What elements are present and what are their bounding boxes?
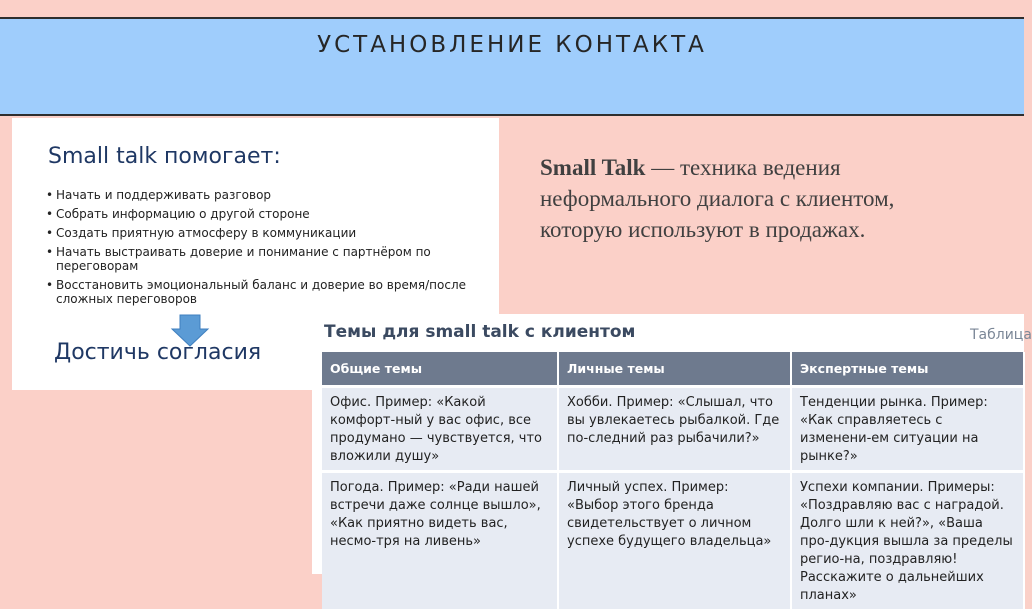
topics-table	[322, 352, 1025, 609]
topics-table-card	[312, 314, 1024, 574]
list-item: • Начать выстраивать доверие и понимание с партнёром по переговорам	[46, 245, 476, 273]
table-row	[322, 472, 1024, 609]
table-cell: Успехи компании. Примеры: «Поздравляю вас с наградой. Долго шли к ней?», «Ваша про-дукция вышла за пределы регио-на, поздравляю! Расскажите о дальнейших планах»	[791, 472, 1024, 609]
column-header: Общие темы	[322, 352, 558, 387]
table-cell: Погода. Пример: «Ради нашей встречи даже солнце вышло», «Как приятно видеть вас, несмо-тря на ливень»	[322, 472, 558, 609]
left-heading: Small talk помогает:	[48, 144, 281, 169]
slide-title: УСТАНОВЛЕНИЕ КОНТАКТА	[0, 32, 1024, 58]
table-row	[322, 387, 1024, 472]
table-cell: Офис. Пример: «Какой комфорт-ный у вас офис, все продумано — чувствуется, что вложили душу»	[322, 387, 558, 472]
list-item: • Создать приятную атмосферу в коммуникации	[46, 226, 476, 240]
table-title: Темы для small talk с клиентом	[324, 322, 635, 342]
definition-text	[540, 152, 980, 245]
table-cell: Хобби. Пример: «Слышал, что вы увлекаетесь рыбалкой. Где по-следний раз рыбачили?»	[558, 387, 791, 472]
result-text: Достичь согласия	[54, 340, 261, 365]
table-cell: Личный успех. Пример: «Выбор этого бренда свидетельствует о личном успехе будущего владельца»	[558, 472, 791, 609]
list-item: • Начать и поддерживать разговор	[46, 188, 476, 202]
table-tag: Таблица	[970, 327, 1032, 343]
list-item: • Собрать информацию о другой стороне	[46, 207, 476, 221]
definition-term: Small Talk	[540, 155, 645, 180]
definition-body: — техника ведения неформального диалога с клиентом, которую используют в продажах.	[540, 155, 894, 242]
table-cell: Тенденции рынка. Пример: «Как справляетесь с изменени-ем ситуации на рынке?»	[791, 387, 1024, 472]
benefits-list	[46, 188, 476, 311]
column-header: Личные темы	[558, 352, 791, 387]
table-header-row	[322, 352, 1024, 387]
column-header: Экспертные темы	[791, 352, 1024, 387]
list-item: • Восстановить эмоциональный баланс и доверие во время/после сложных переговоров	[46, 278, 476, 306]
